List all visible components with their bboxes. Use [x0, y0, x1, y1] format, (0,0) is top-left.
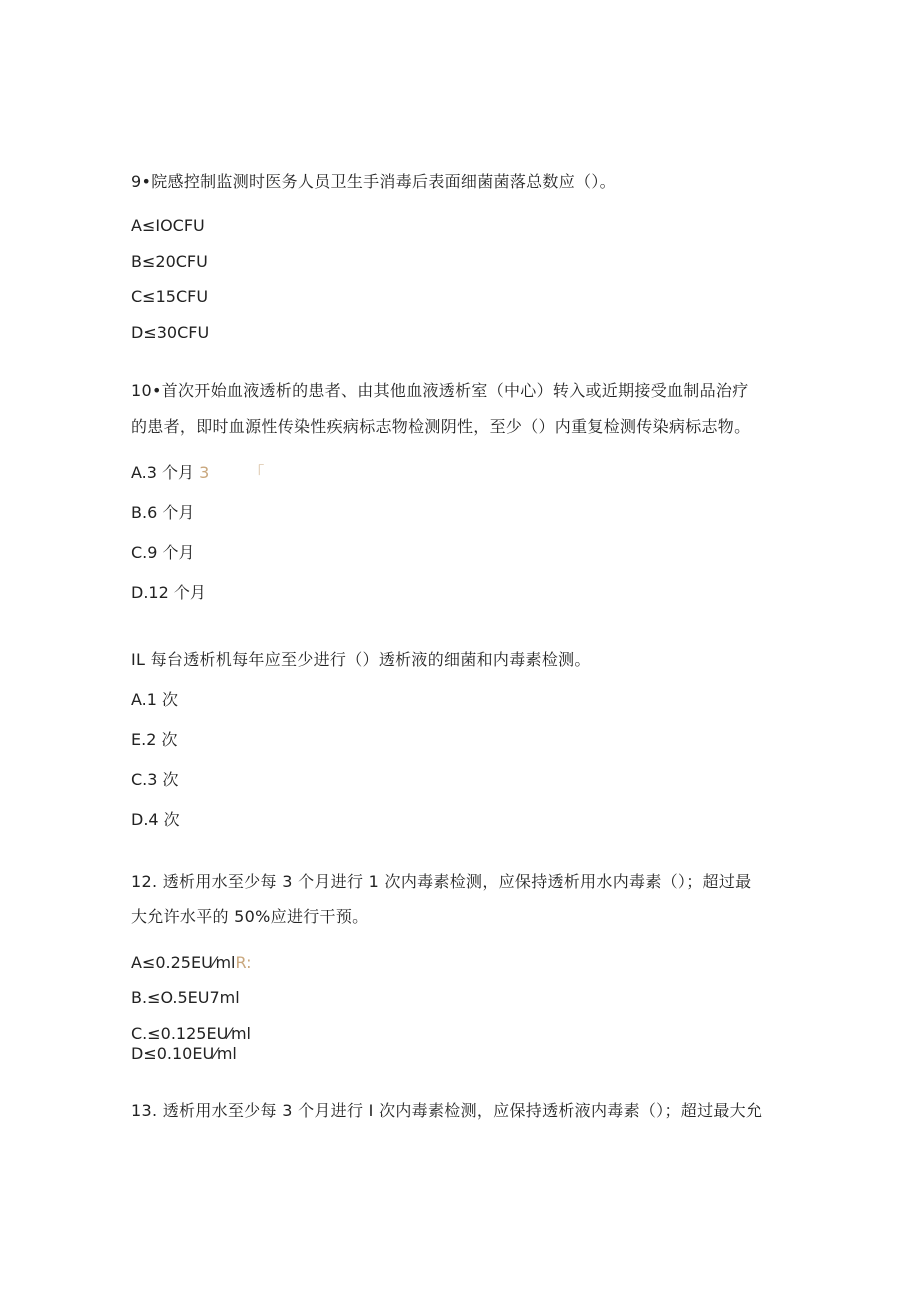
question-9-option-b: B≤20CFU — [131, 252, 208, 271]
question-12-option-a-label: A≤0.25EU⁄ml — [131, 953, 236, 972]
question-10-text-line1: 10•首次开始血液透析的患者、由其他血液透析室（中心）转入或近期接受血制品治疗 — [131, 381, 749, 400]
question-10-option-a-annotation: 3 — [199, 463, 210, 482]
question-10-option-c: C.9 个月 — [131, 543, 195, 562]
question-11-option-b: E.2 次 — [131, 730, 178, 749]
question-12-option-c: C.≤0.125EU⁄ml — [131, 1024, 251, 1043]
question-10-option-a — [131, 462, 264, 484]
question-12-text-line1: 12. 透析用水至少每 3 个月进行 1 次内毒素检测，应保持透析用水内毒素（）；超过最 — [131, 872, 752, 891]
question-10-option-a-mark: 「 — [248, 463, 265, 482]
question-10-option-a-label: A.3 个月 — [131, 463, 195, 482]
question-9-option-d: D≤30CFU — [131, 323, 210, 342]
question-9-option-c: C≤15CFU — [131, 287, 209, 306]
question-11-option-c: C.3 次 — [131, 770, 179, 789]
question-9-text: 9•院感控制监测时医务人员卫生手消毒后表面细菌菌落总数应（）。 — [131, 172, 616, 191]
question-10-text-line2: 的患者，即时血源性传染性疾病标志物检测阴性，至少（）内重复检测传染病标志物。 — [131, 417, 751, 436]
question-10-option-b: B.6 个月 — [131, 503, 195, 522]
question-12-option-b: B.≤O.5EU7ml — [131, 988, 240, 1007]
question-13-text: 13. 透析用水至少每 3 个月进行 I 次内毒素检测，应保持透析液内毒素（）；超过最大允 — [131, 1101, 763, 1120]
question-12-option-d: D≤0.10EU⁄ml — [131, 1044, 237, 1063]
question-11-option-d: D.4 次 — [131, 810, 180, 829]
question-12-text-line2: 大允许水平的 50%应进行干预。 — [131, 907, 369, 926]
question-12-option-a — [131, 952, 252, 974]
question-9-option-a: A≤IOCFU — [131, 216, 205, 235]
question-11-option-a: A.1 次 — [131, 690, 179, 709]
question-10-option-d: D.12 个月 — [131, 583, 206, 602]
question-11-text: IL 每台透析机每年应至少进行（）透析液的细菌和内毒素检测。 — [131, 650, 591, 669]
question-12-option-a-annotation: R: — [235, 953, 252, 972]
